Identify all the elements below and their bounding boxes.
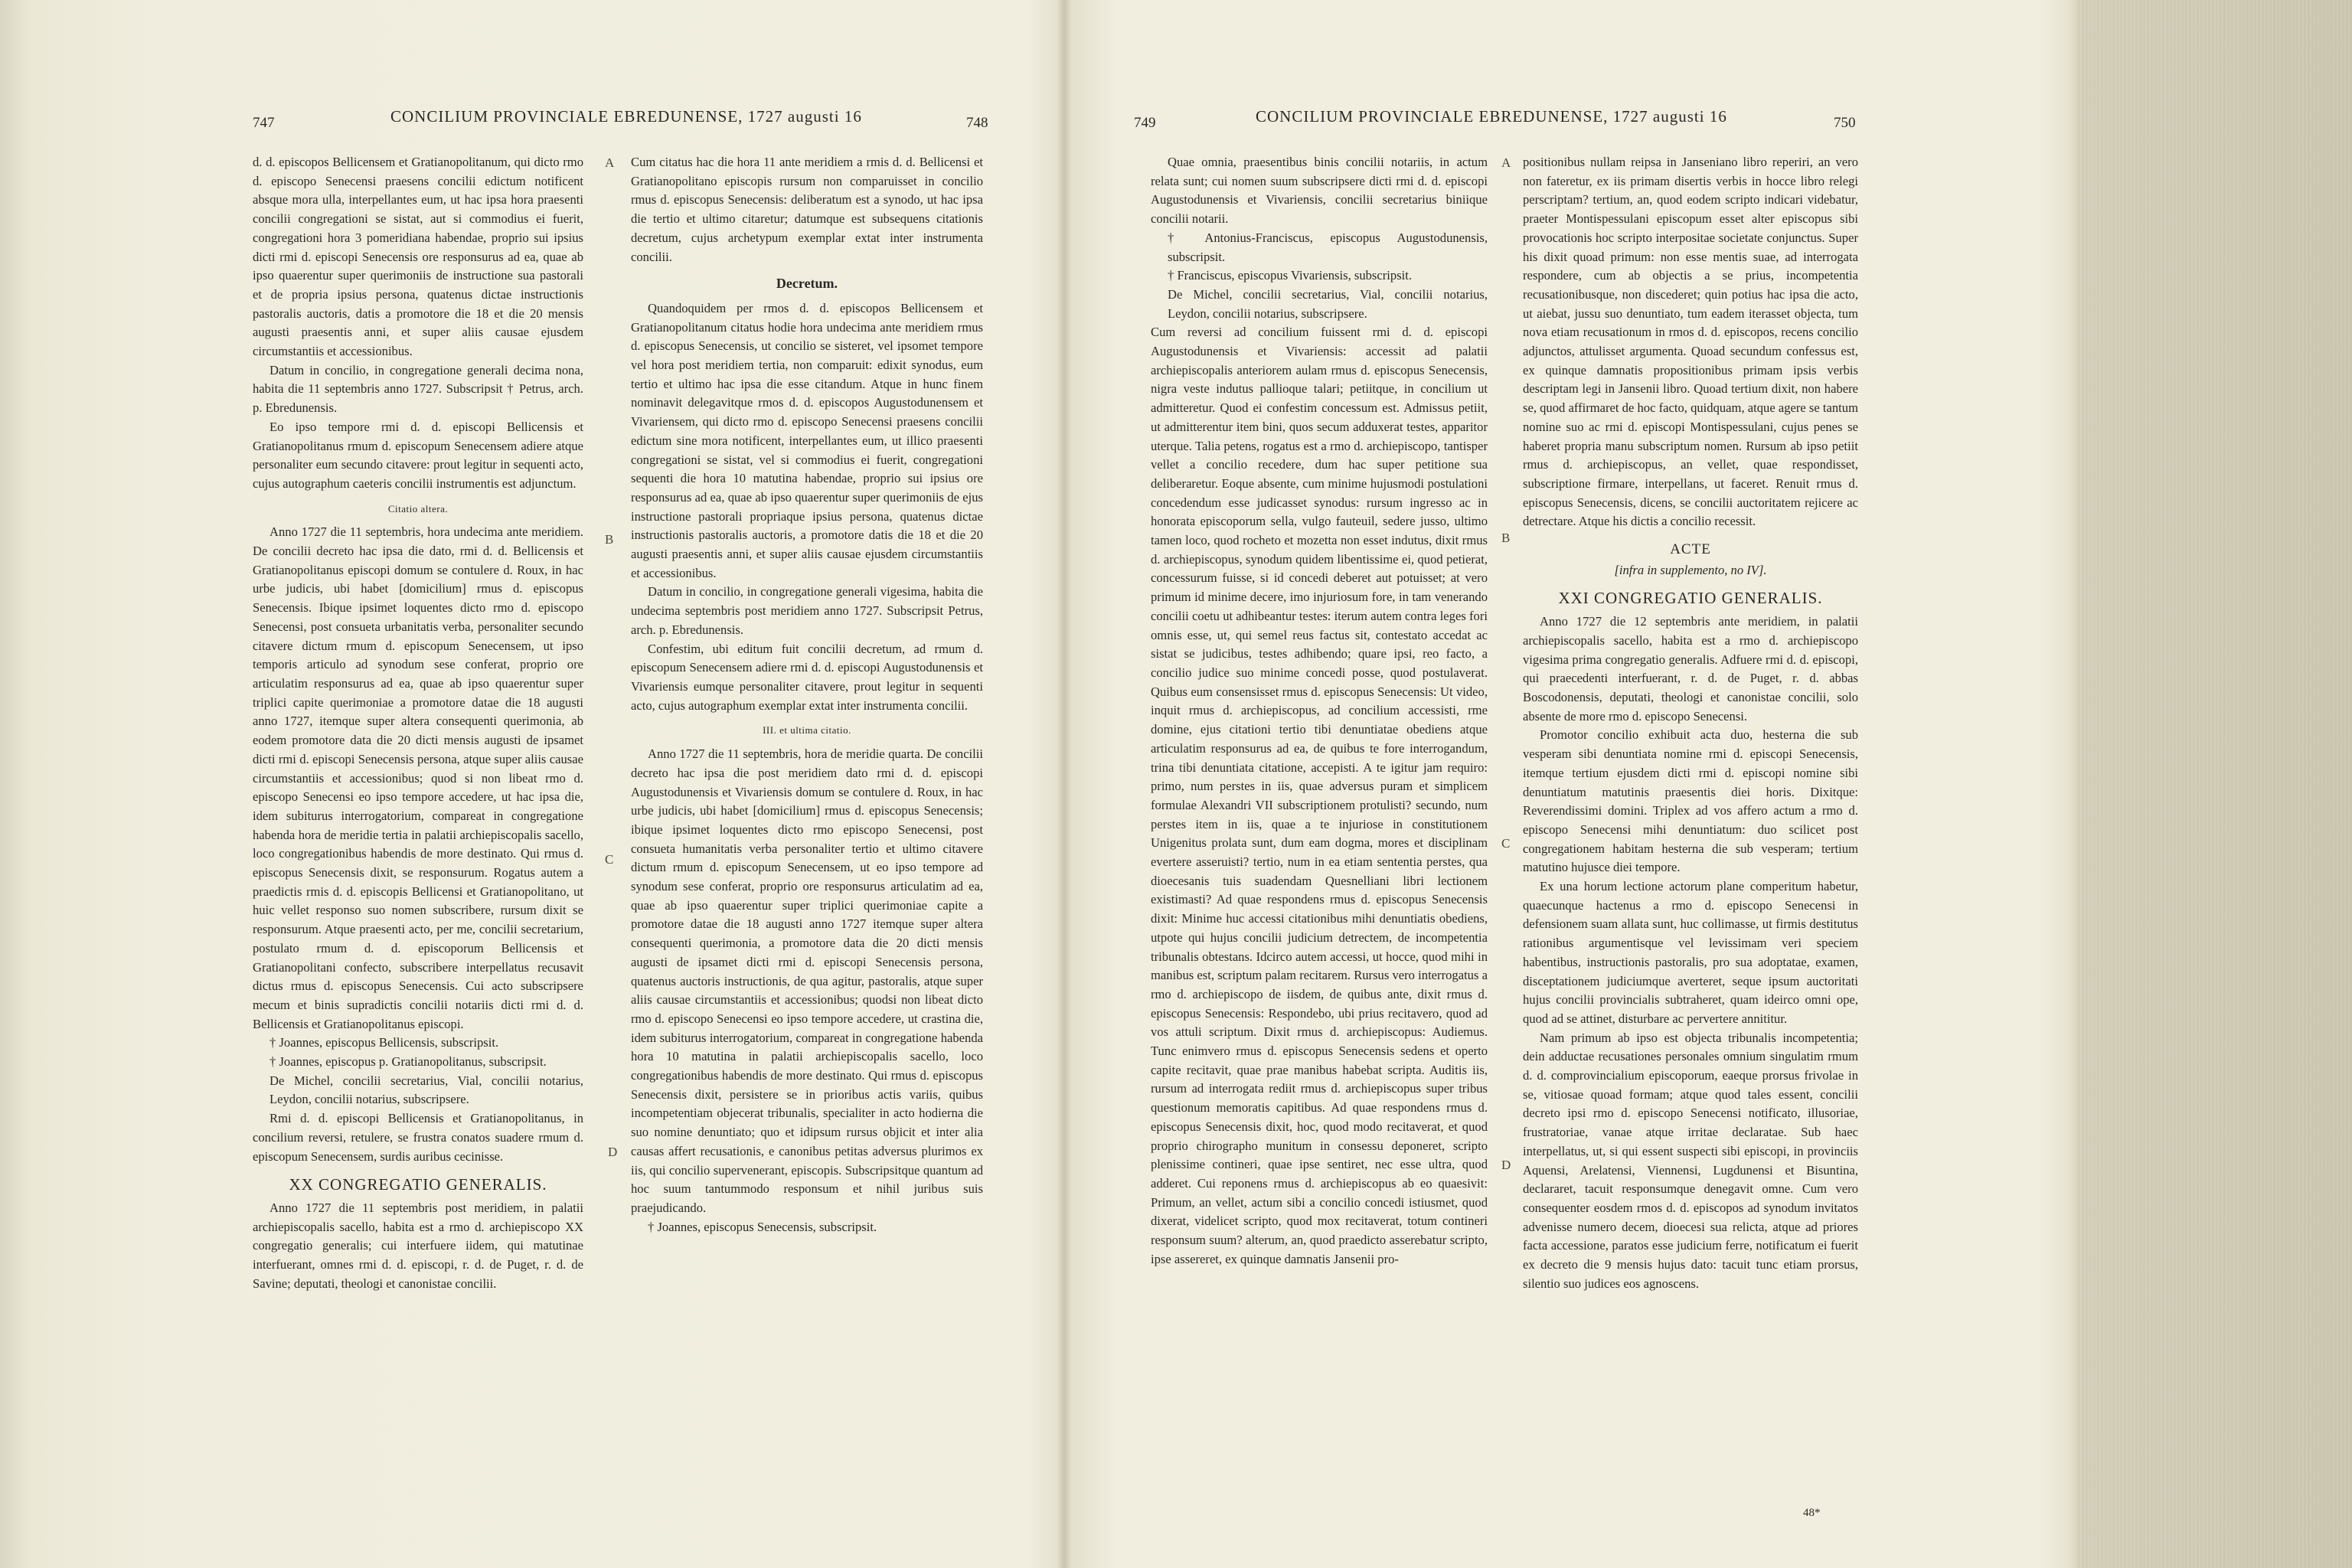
paragraph: positionibus nullam reipsa in Janseniano libro reperiri, an vero non fateretur, ex iis primam disertis verbis in hocce libro relegi perscriptam? tertium, an, quod eodem scripto indicari videbatur, praeter Montispessulani episcopum esset alter episcopus sibi provocationis hoc scripto interpositae societate conjunctus. Super his dixit quoad primum: non esse mentis suae, ad interrogata respondere, cum ab objectis a se prius, incompetentia recusationibusque, non discederet; quin potius hac ipsa die acto, ut aiebat, jussu suo denuntiato, tum eadem iterasset objecta, tum nova etiam recusationum in rmos d. d. episcopos, recens concilio adjunctos, attulisset argumenta. Quoad secundum confessus est, ex quinque damnatis propositionibus primam ipsis verbis descriptam legi in Jansenii libro. Quoad tertium dixit, non habere se, quod affirmaret de hoc facto, quidquam, atque agere se tantum nomine suo ac rmi d. episcopi Montispessulani, cujus penes se haberet propria manu subscriptum nomen. Rursum ab ipso petiit rmus d. archiepiscopus, an vellet, quae respondisset, subscriptione firmare, interpellans, ut faceret. Renuit rmus d. episcopus Senecensis, dicens, se concilii auctoritatem rejicere ac detrectare. Atque his dictis a concilio recessit. (1523, 155, 1858, 529)
text-column-2 (631, 153, 983, 1236)
paragraph: Ex una horum lectione actorum plane comperitum habetur, quaecunque hactenus a rmo d. episcopo Senecensi in defensionem suam allata sunt, huc collimasse, ut firmis destitutus rationibus argumentisque vel levissimam veri speciem habentibus, instructionis pastoralis, pro sua adoptatae, examen, disceptationem judiciumque averteret, seque ipsum auctoritati hujus concilii provincialis subtraheret, quam ideirco omni ope, quod ad se attinet, disturbare ac pervertere annititur. (1523, 879, 1858, 1026)
margin-letter: C (1501, 836, 1511, 851)
page-number: 749 (1134, 115, 1156, 131)
signature-line: † Joannes, episcopus Bellicensis, subscripsit. (270, 1035, 499, 1050)
signature-mark: 48* (1803, 1507, 1821, 1519)
margin-letter: A (605, 155, 615, 170)
signature-line: De Michel, concilii secretarius, Vial, concilii notarius, Leydon, concilii notarius, subscripsere. (1168, 286, 1488, 321)
paragraph: Nam primum ab ipso est objecta tribunalis incompetentia; dein adductae recusationes personales omnium singulatim rmum d. d. comprovincialium episcoporum, eaeque prorsus frivolae in se, vitiosae quoad formam; atque quod tales essent, concilii decreto ipsi rmo d. episcopo Senecensi notificato, illusoriae, frustratoriae, vanae atque irritae declaratae. Sub haec interpellatus, ut, si qui essent suspecti sibi episcopi, in provinciis Aquensi, Arelatensi, Viennensi, Lugdunensi et Bisuntina, declararet, tacuit responsumque denegavit omne. Cum vero consequenter eosdem rmos d. d. episcopos ad synodum invitatos advenisse numero decem, dioecesi sua relicta, atque ad priores facta accessione, paratos esse judicium ferre, notificatum ei fuerit ex decreto die 9 mensis hujus dato: tacuit tunc etiam prorsus, silentio suo judices eos agnoscens. (1523, 1030, 1858, 1291)
paragraph: Datum in concilio, in congregatione generali vigesima, habita die undecima septembris post meridiem anno 1727. Subscripsit Petrus, arch. p. Ebredunensis. (631, 584, 983, 637)
running-head: CONCILIUM PROVINCIALE EBREDUNENSE, 1727 augusti 16 (390, 107, 862, 126)
text-column-1 (253, 153, 583, 1293)
page-number: 748 (966, 115, 988, 131)
margin-letter: C (605, 852, 614, 867)
paragraph: Cum reversi ad concilium fuissent rmi d. d. episcopi Augustodunensis et Vivariensis: accessit ad palatii archiepiscopalis anteriorem aulam rmus d. episcopus Senecensis, nigra veste indutus pallioque talari; petiitque, in concilium ut admitteretur. Quod ei confestim concessum est. Admissus petiit, ut admitterentur item bini, quos secum adduxerat testes, apparitor uterque. Talia petens, rogatus est a rmo d. archiepiscopo, tantisper vellet a concilio recedere, dum hac super petitione sua deliberaretur. Eoque absente, cum minime hujusmodi postulationi concedendum esse judicasset synodus: rursum ingresso ac in honorata episcoporum sella, vulgo fauteuil, sedere jusso, ultimo tamen loco, quod rocheto et mozetta non esset indutus, dixit rmus d. archiepiscopus, synodum quidem libentissime ei, quod petierat, concessurum fuisse, si id concedi deberet aut potuisset; at vero primum id minime decere, imo injuriosum fore, in tam venerando concilii coetu ut adhibeantur testes: iterum autem contra leges fori omnis esse, ut, qui semel reus factus sit, contestato accedat ac sistat se judicibus, testes adhibendo; quare ipsi, reo facto, a concilio judice suo minime concedi posse, quod postulaverat. Quibus eum consensisset rmus d. episcopus Senecensis: Ut video, inquit rmus d. archiepiscopus, ad concilium accessisti, rme domine, ejus citationi tertio tibi denuntiatae obediens atque articulatim responsurus ad ea, de quibus te fore interrogandum, trina tibi denuntiata citatione, accepisti. A te igitur jam requiro: primo, num perstes in iis, quae adversus puram et simplicem formulae Alexandri VII subscriptionem protulisti? secundo, num perstes item in iis, quae a te injuriose in constitutionem Unigenitus prolata sunt, dum eam dogma, mores et disciplinam evertere asseruisti? tertio, num in ea etiam sententia perstes, qua dioecesanis tuis suadendam Quesnelliani libri lectionem existimasti? Ad quae respondens rmus d. episcopus Senecensis dixit: Minime huc accessi citationibus mihi denuntiatis obediens, utpote qui hujus concilii judicium detrectem, de incompetentia tribunalis obtestans. Idcirco autem accessi, ut hocce, quod mihi in manibus est, scriptum palam recitarem. Rursus vero interrogatus a rmo d. archiepiscopo de iisdem, de quibus ante, dixit rmus d. episcopus Senecensis: Respondebo, ubi prius recitavero, quod ad vos attuli scriptum. Dixit rmus d. archiepiscopus: Audiemus. Tunc enimvero rmus d. episcopus Senecensis sedens et operto capite recitavit, quae prae manibus habebat scripta. Auditis iis, rursum ad interrogata rediit rmus d. archiepiscopus super tribus questionum memoratis capitibus. Ad quae respondens rmus d. episcopus Senecensis dixit, hoc, quod modo recitaverat, et quod proprio chirographo munitum in consessu deponeret, scripto plenissime contineri, quae ipse sentiret, nec esse ultra, quod adderet. Cui reponens rmus d. archiepiscopus ab eo quaesivit: Primum, an vellet, actum sibi a concilio concedi istiusmet, quod dixerat, videlicet scripto, quod mox recitaverat, totum contineri responsum suum? alterum, an, quod praedicto asserebatur scripto, ipse assereret, ex quinque damnatis Jansenii pro- (1151, 325, 1488, 1266)
signature-line: † Franciscus, episcopus Vivariensis, subscripsit. (1168, 268, 1413, 283)
left-page (0, 0, 1060, 1568)
paragraph: Anno 1727 die 11 septembris post meridiem, in palatii archiepiscopalis sacello, habita est a rmo d. archiepiscopo XX congregatio generalis; cui interfuere iidem, qui matutinae interfuerant, omnes rmi d. d. episcopi, r. d. de Puget, r. d. de Savine; deputati, theologi et canonistae concilii. (253, 1200, 583, 1291)
margin-letter: D (608, 1145, 618, 1159)
margin-letter: D (1501, 1158, 1511, 1172)
acte-heading: ACTE (1670, 541, 1711, 558)
subsection-heading: III. et ultima citatio. (763, 724, 851, 737)
paragraph: Datum in concilio, in congregatione generali decima nona, habita die 11 septembris anno 1727. Subscripsit † Petrus, arch. p. Ebredunensis. (253, 362, 583, 416)
signature-line: De Michel, concilii secretarius, Vial, concilii notarius, Leydon, concilii notarius, subscripsere. (270, 1073, 583, 1107)
paragraph: Anno 1727 die 11 septembris, hora de meridie quarta. De concilii decreto hac ipsa die post meridiem dato rmi d. d. episcopi Augustodunensis et Vivariensis domum se contulere d. Roux, in hac urbe judicis, ubi habet [domicilium] rmus d. episcopus Senecensis; ibique ipsimet loquentes dicto rmo episcopo Senecensi, post consueta humanitatis verba personaliter tertio et ultimo citavere dictum rmum d. episcopum Senecensem, ut eo ipso tempore ad synodum sese conferat, proprio ore responsurus articulatim ad ea, quae ab ipso quaerentur super triplici querimoniae capite a promotore datae die 18 augusti anno 1727 itemque super altera consequenti querimonia, a promotore data die 20 dicti mensis augusti de ipsamet dicti rmi d. episcopi Senecensis persona, quatenus auctoris instructionis, de qua agitur, pastoralis, atque super aliis causae circumstantiis et accessionibus; quodsi non libeat dicto rmo d. episcopo Senecensi eo ipso tempore accedere, ut crastina die, idem subiturus interrogatorium, compareat in congregatione habenda hora 10 matutina in palatii archiepiscopalis sacello, loco congregationibus habendis de more destinato. Qui rmus d. episcopus Senecensis dixit, persistere se in prioribus actis variis, quibus incompetentiam objecerat tribunalis, specialiter in acto hodierna die suo nomine denuntiato; quo et idipsum rursus objicit et inter alia causas affert recusationis, e canonibus petitas adversus plurimos ex iis, qui concilio supervenerant, episcopis. Subscripsitque quantum ad hoc suum tantummodo responsum et nihil juribus suis praejudicando. (631, 746, 983, 1215)
page-number: 747 (253, 115, 275, 131)
paragraph: Anno 1727 die 12 septembris ante meridiem, in palatii archiepiscopalis sacello, habita est a rmo d. archiepiscopo vigesima prima congregatio generalis. Adfuere rmi d. d. episcopi, qui praecedenti interfuerant, r. d. de Puget, r. d. abbas Boscodonensis, deputati, theologi et canonistae concilii, solo absente de more rmo d. episcopo Senecensi. (1523, 614, 1858, 724)
signature-line: † Antonius-Franciscus, episcopus Augustodunensis, subscripsit. (1168, 230, 1488, 264)
congregation-heading: XXI CONGREGATIO GENERALIS. (1558, 589, 1823, 608)
margin-letter: B (605, 532, 614, 547)
cross-reference: [infra in supplemento, no IV]. (1614, 562, 1767, 577)
page-number: 750 (1834, 115, 1856, 131)
paragraph: Confestim, ubi editum fuit concilii decretum, ad rmum d. episcopum Senecensem adiere rmi d. d. episcopi Augustodunensis et Vivariensis eumque personaliter citavere, prout legitur in sequenti acto, cujus autographum exemplar extat inter instrumenta concilii. (631, 641, 983, 713)
text-column-1 (1151, 153, 1488, 1269)
text-column-2 (1523, 153, 1858, 1293)
paragraph: Promotor concilio exhibuit acta duo, hesterna die sub vesperam sibi denuntiata nomine rmi d. episcopi Senecensis, itemque tertium ejusdem dicti rmi d. episcopi nomine sibi denuntiatum matutinis praesentis diei horis. Dixitque: Reverendissimi domini. Triplex ad vos affero actum a rmo d. episcopo Senecensi mihi denuntiatum: duo scilicet post congregationem habitam hesterna die sub vesperam; tertium matutino hujusce diei tempore. (1523, 727, 1858, 875)
signature-line: † Joannes, episcopus p. Gratianopolitanus, subscripsit. (270, 1054, 547, 1070)
paragraph: Eo ipso tempore rmi d. d. episcopi Bellicensis et Gratianopolitanus rmum d. episcopum Senecensem adiere atque personaliter eum secundo citavere: prout legitur in sequenti acto, cujus autographum caeteris concilii instrumentis est adjunctum. (253, 419, 583, 491)
paragraph: Anno 1727 die 11 septembris, hora undecima ante meridiem. De concilii decreto hac ipsa die dato, rmi d. d. Bellicensis et Gratianopolitanus episcopi domum se contulere d. Roux, in hac urbe judicis, ubi habet [domicilium] rmus d. episcopus Senecensis. Ibique ipsimet loquentes dicto rmo d. episcopo Senecensi, post consueta urbanitatis verba, personaliter secundo citavere dictum rmum d. episcopum Senecensem, ut ipso temporis articulo ad synodum sese conferat, proprio ore articulatim responsurus ad ea, quae ab ipso quaerentur super triplici capite querimoniae a promotore datae die 18 augusti anno 1727, itemque super altera consequenti querimonia, ab eodem promotore data die 20 dicti mensis augusti de ipsamet dicti rmi d. episcopi Senecensis persona, atque super aliis causae circumstantiis et accessionibus; quod si non libeat rmo d. episcopo Senecensi eo ipso tempore accedere, ut hac ipsa die, idem subiturus interrogatorium, compareat in congregatione habenda hora de meridie tertia in palatii archiepiscopalis sacello, loco congregationibus habendis de more destinato. Qui rmus d. episcopus Senecensis dixit, se responsurum. Rogatus autem a praedictis rmis d. d. episcopis Bellicensi et Gratianopolitano, ut huic vellet responso suo nomen subscribere, rursum dixit se responsurum. Atque praesenti acto, per me, concilii secretarium, postulato rmum d. d. episcoporum Bellicensis et Gratianopolitani confecto, subscribere interpellatus recusavit dictus rmus d. episcopus Senecensis. Cui acto subscripsere mecum et binis supradictis concilii notariis dicti rmi d. d. Bellicensis et Gratianopolitanus episcopi. (253, 524, 583, 1031)
margin-letter: B (1501, 531, 1511, 545)
congregation-heading: XX CONGREGATIO GENERALIS. (289, 1175, 547, 1194)
paragraph: Quae omnia, praesentibus binis concilii notariis, in actum relata sunt; cui nomen suum subscripsere dicti rmi d. d. episcopi Augustodunensis et Vivariensis, concilii secretarius biniique concilii notarii. (1151, 155, 1488, 227)
paragraph: Rmi d. d. episcopi Bellicensis et Gratianopolitanus, in concilium reversi, retulere, se frustra conatos suadere rmum d. episcopum Senecensem, surdis auribus cecinisse. (253, 1111, 583, 1164)
page-edges (2076, 0, 2352, 1568)
section-heading: Decretum. (776, 276, 838, 292)
right-page (1068, 0, 2071, 1568)
running-head: CONCILIUM PROVINCIALE EBREDUNENSE, 1727 augusti 16 (1256, 107, 1727, 126)
paragraph: Cum citatus hac die hora 11 ante meridiem a rmis d. d. Bellicensi et Gratianopolitano episcopis rursum non comparuisset in concilio rmus d. episcopus Senecensis: deliberatum est a synodo, ut hac ipsa die tertio et ultimo citaretur; datumque est subsequens citationis decretum, cujus archetypum exemplar extat inter instrumenta concilii. (631, 155, 983, 264)
margin-letter: A (1501, 155, 1511, 170)
paragraph: Quandoquidem per rmos d. d. episcopos Bellicensem et Gratianopolitanum citatus hodie hora undecima ante meridiem rmus d. episcopus Senecensis, ut concilio se sisteret, vel ipsomet tempore vel hora post meridiem tertia, non comparuit: edixit synodus, eum tertio et ultimo hac ipsa die esse citandum. Atque in hunc finem nominavit delegavitque rmos d. d. episcopos Augustodunensem et Vivariensem, qui dicto rmo d. episcopo Senecensi praesens concilii edictum sine mora notificent, interpellantes eum, ut illico praesenti congregationi se sistat, vel si commodius ei fuerit, congregationi sequenti die hora 10 matutina habendae, proprio sui ipsius ore responsurus ad ea, quae ab ipso quaerentur super querimoniis de ejus instructione pastorali propriaque ipsius persona, quatenus dictae instructionis pastoralis auctoris, a promotore datis die 18 et die 20 augusti praesentis anni, et super aliis causae ejusdem circumstantiis et accessionibus. (631, 300, 983, 580)
subsection-heading: Citatio altera. (387, 502, 449, 514)
signature-line: † Joannes, episcopus Senecensis, subscripsit. (648, 1219, 877, 1234)
paragraph: d. d. episcopos Bellicensem et Gratianopolitanum, qui dicto rmo d. episcopo Senecensi praesens concilii edictum notificent absque mora ulla, interpellantes eum, ut hac ipsa hora praesenti concilii congregationi se sistat, aut si commodius ei fuerit, congregationi hora 3 pomeridiana habendae, proprio sui ipsius dicti rmi d. episcopi Senecensis ore responsurus ad ea, quae ab ipso quaerentur super querimoniis de instructione sua pastorali et de propria ipsius persona, quatenus dictae instructionis pastoralis auctoris, datis a promotore die 18 et die 20 mensis augusti praesentis anni, et super aliis causae ejusdem circumstantiis et accessionibus. (253, 155, 583, 359)
